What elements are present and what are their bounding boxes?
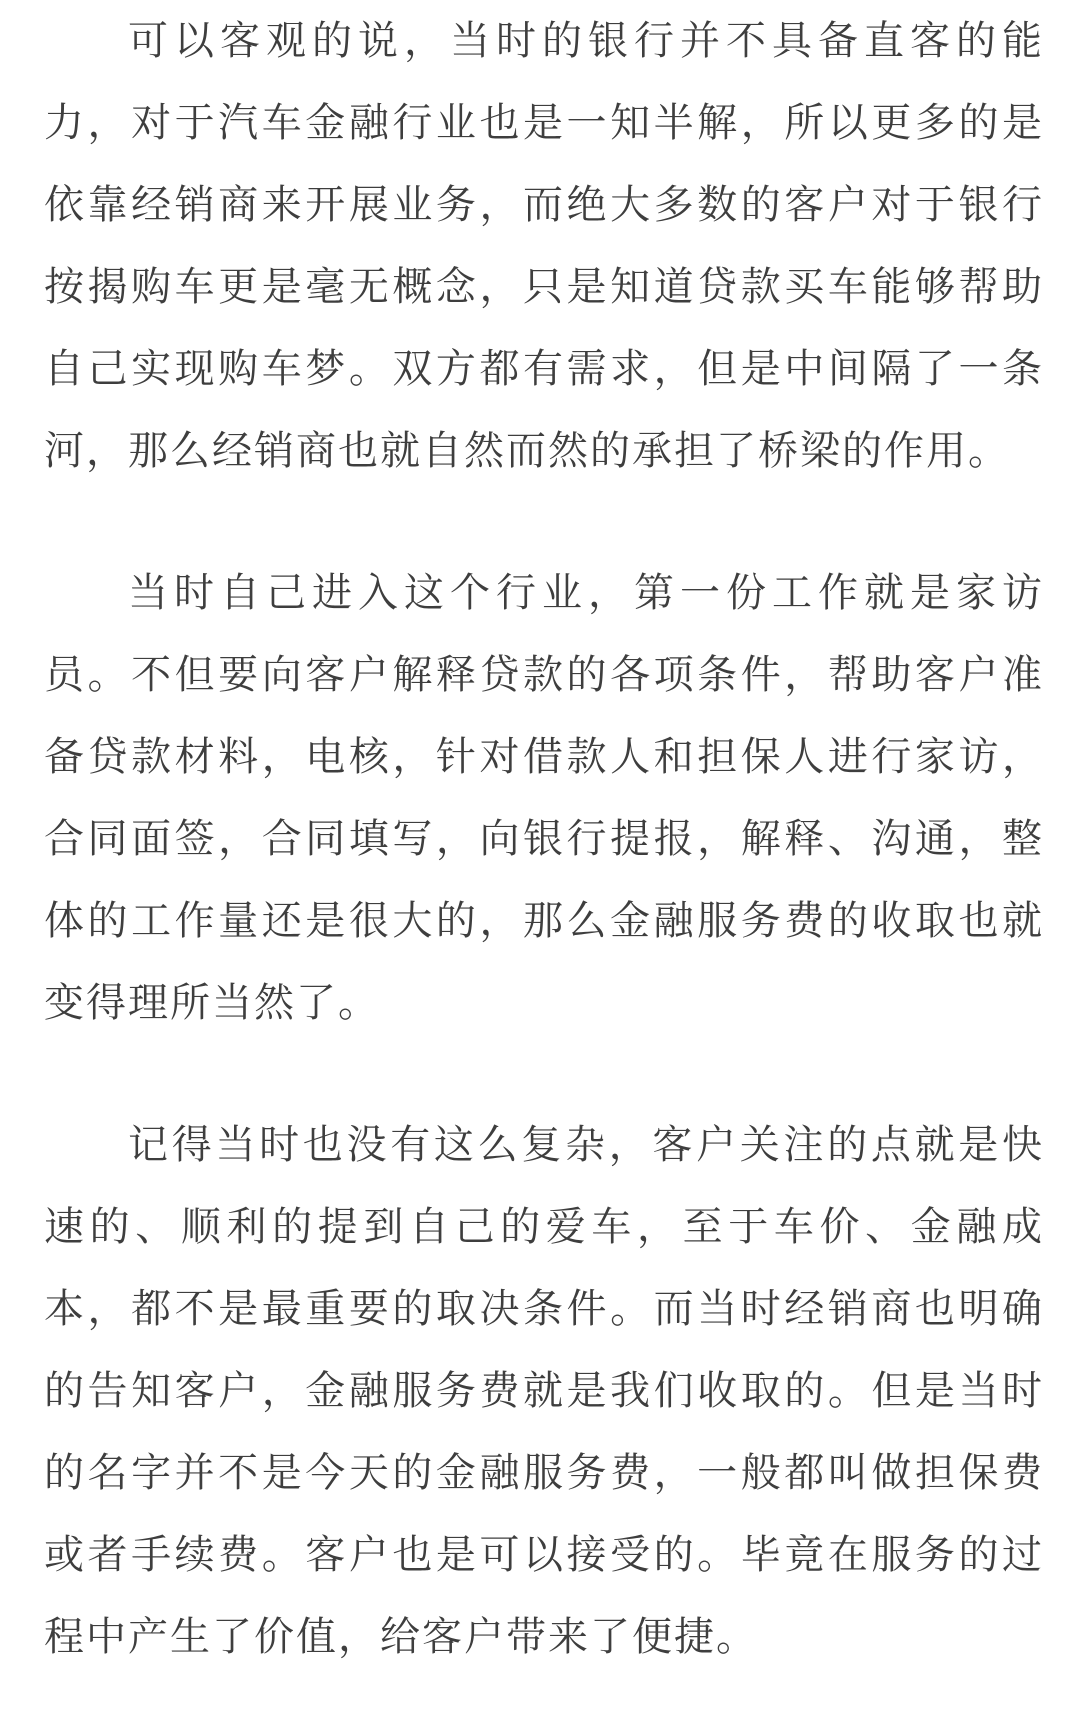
paragraph-1: 可以客观的说，当时的银行并不具备直客的能力，对于汽车金融行业也是一知半解，所以更多的是依靠经销商来开展业务，而绝大多数的客户对于银行按揭购车更是毫无概念，只是知道贷款买车能够帮助自己实现购车梦。双方都有需求，但是中间隔了一条河，那么经销商也就自然而然的承担了桥梁的作用。 bbox=[44, 18, 1044, 474]
paragraph-2: 当时自己进入这个行业，第一份工作就是家访员。不但要向客户解释贷款的各项条件，帮助客户准备贷款材料，电核，针对借款人和担保人进行家访，合同面签，合同填写，向银行提报，解释、沟通，整体的工作量还是很大的，那么金融服务费的收取也就变得理所当然了。 bbox=[44, 570, 1044, 1026]
paragraph-3: 记得当时也没有这么复杂，客户关注的点就是快速的、顺利的提到自己的爱车，至于车价、金融成本，都不是最重要的取决条件。而当时经销商也明确的告知客户，金融服务费就是我们收取的。但是当时的名字并不是今天的金融服务费，一般都叫做担保费或者手续费。客户也是可以接受的。毕竟在服务的过程中产生了价值，给客户带来了便捷。 bbox=[44, 1122, 1044, 1660]
